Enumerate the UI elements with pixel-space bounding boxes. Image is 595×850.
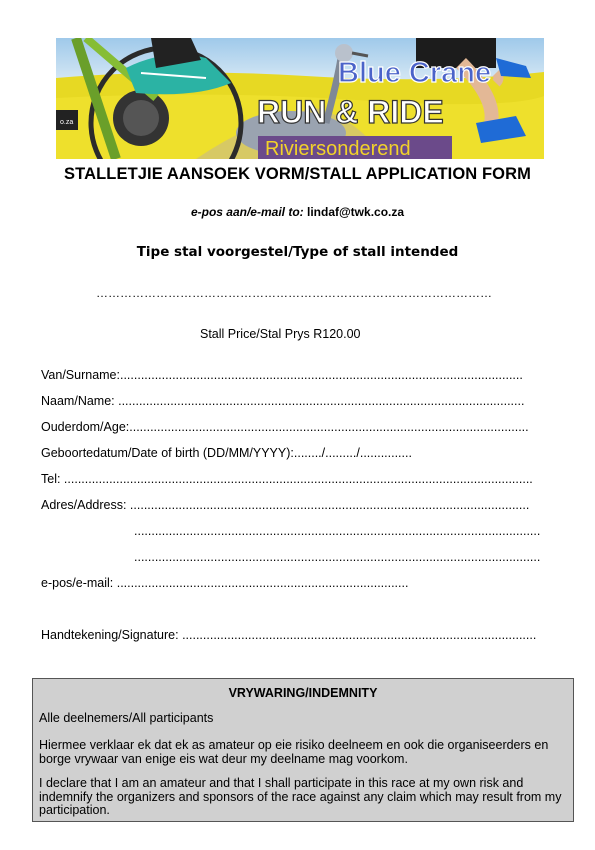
- stall-type-label: Tipe stal voorgestel/Type of stall intended: [136, 244, 459, 260]
- banner-graphic: [56, 38, 544, 159]
- stall-price: Stall Price/Stal Prys R120.00: [200, 327, 361, 341]
- email-link[interactable]: lindaf@twk.co.za: [306, 205, 405, 219]
- email-label: e-pos aan/e-mail to:: [190, 205, 304, 219]
- event-banner: [56, 38, 544, 159]
- indemnity-afrikaans: Hiermee verklaar ek dat ek as amateur op eie risiko deelneem en ook die organiseerders en borge vrywaar van enige eis wat deur my deelname mag voorkom.: [39, 738, 549, 766]
- address-line-2[interactable]: .....................................................................................................................: [134, 524, 541, 538]
- address-line-3[interactable]: .....................................................................................................................: [134, 550, 541, 564]
- banner-subtitle: Riviersonderend: [265, 138, 411, 159]
- form-title: STALLETJIE AANSOEK VORM/STALL APPLICATION FORM: [64, 165, 531, 183]
- email-field[interactable]: e-pos/e-mail: ....................................................................................: [41, 576, 409, 590]
- signature-field[interactable]: Handtekening/Signature: ......................................................................................................: [41, 628, 537, 642]
- address-field[interactable]: Adres/Address: ...................................................................................................................: [41, 498, 530, 512]
- banner-title-line1: Blue Crane: [338, 57, 492, 89]
- age-field[interactable]: Ouderdom/Age:...................................................................................................................: [41, 420, 529, 434]
- email-line: [0, 205, 595, 219]
- indemnity-box: [32, 678, 574, 822]
- indemnity-participants: Alle deelnemers/All participants: [39, 711, 214, 725]
- banner-url-fragment: o.za: [60, 119, 74, 126]
- surname-field[interactable]: Van/Surname:....................................................................................................................: [41, 368, 523, 382]
- date-of-birth-field[interactable]: Geboortedatum/Date of birth (DD/MM/YYYY):......../........./...............: [41, 446, 412, 460]
- indemnity-english: I declare that I am an amateur and that I shall participate in this race at my own risk and indemnify the organizers and sponsors of the race against any claim which may result from my participation.: [39, 776, 562, 817]
- name-field[interactable]: Naam/Name: .....................................................................................................................: [41, 394, 525, 408]
- tel-field[interactable]: Tel: .......................................................................................................................................: [41, 472, 533, 486]
- banner-title-line2: RUN & RIDE: [257, 94, 444, 130]
- indemnity-title: VRYWARING/INDEMNITY: [228, 686, 378, 700]
- stall-type-field[interactable]: ………………………………………………………………………………………: [96, 286, 492, 300]
